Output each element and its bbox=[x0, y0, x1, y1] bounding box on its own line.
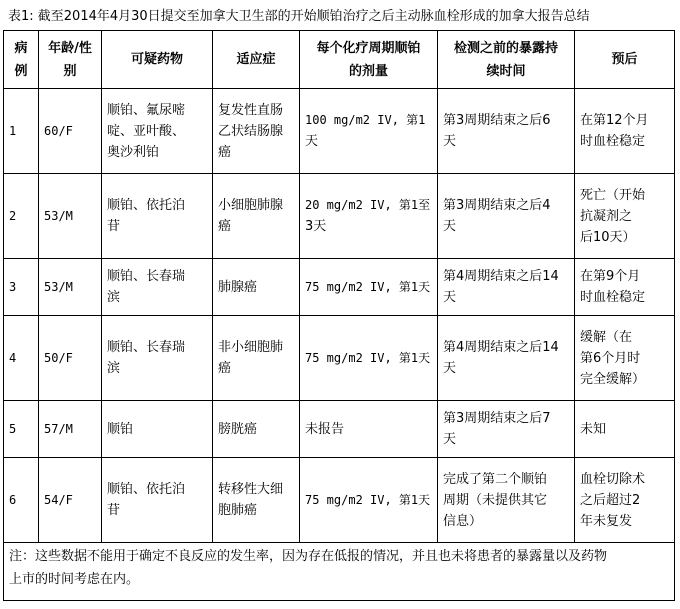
cell-drugs: 顺铂、长春瑞 滨 bbox=[102, 259, 213, 316]
cell-drugs: 顺铂 bbox=[102, 401, 213, 458]
cell-dose: 20 mg/m2 IV, 第1至 3天 bbox=[300, 174, 438, 259]
cell-case: 6 bbox=[4, 458, 39, 543]
cell-exposure: 第4周期结束之后14 天 bbox=[438, 259, 575, 316]
cell-indication: 转移性大细 胞肺癌 bbox=[213, 458, 300, 543]
cell-age-sex: 53/M bbox=[39, 259, 102, 316]
cell-case: 2 bbox=[4, 174, 39, 259]
table-row bbox=[4, 316, 675, 401]
header-row bbox=[4, 31, 675, 89]
cell-dose: 100 mg/m2 IV, 第1 天 bbox=[300, 89, 438, 174]
table-row bbox=[4, 401, 675, 458]
header-indication: 适应症 bbox=[213, 31, 300, 89]
cell-indication: 膀胱癌 bbox=[213, 401, 300, 458]
cell-age-sex: 50/F bbox=[39, 316, 102, 401]
cell-drugs: 顺铂、氟尿嘧 啶、亚叶酸、 奥沙利铂 bbox=[102, 89, 213, 174]
cell-dose: 75 mg/m2 IV, 第1天 bbox=[300, 458, 438, 543]
cell-outcome: 在第12个月 时血栓稳定 bbox=[575, 89, 675, 174]
aortic-thrombosis-table bbox=[3, 30, 675, 601]
cell-dose: 75 mg/m2 IV, 第1天 bbox=[300, 259, 438, 316]
cell-exposure: 第3周期结束之后7 天 bbox=[438, 401, 575, 458]
table-row bbox=[4, 89, 675, 174]
cell-case: 3 bbox=[4, 259, 39, 316]
cell-exposure: 第4周期结束之后14 天 bbox=[438, 316, 575, 401]
header-exposure: 检测之前的暴露持 续时间 bbox=[438, 31, 575, 89]
header-suspect-drugs: 可疑药物 bbox=[102, 31, 213, 89]
cell-indication: 非小细胞肺 癌 bbox=[213, 316, 300, 401]
cell-case: 4 bbox=[4, 316, 39, 401]
table-row bbox=[4, 259, 675, 316]
cell-outcome: 缓解（在 第6个月时 完全缓解） bbox=[575, 316, 675, 401]
table-row bbox=[4, 458, 675, 543]
cell-age-sex: 54/F bbox=[39, 458, 102, 543]
cell-indication: 复发性直肠 乙状结肠腺 癌 bbox=[213, 89, 300, 174]
header-age-sex: 年龄/性 别 bbox=[39, 31, 102, 89]
cell-outcome: 未知 bbox=[575, 401, 675, 458]
note-row bbox=[4, 543, 675, 601]
header-outcome: 预后 bbox=[575, 31, 675, 89]
cell-exposure: 完成了第二个顺铂 周期（未提供其它 信息） bbox=[438, 458, 575, 543]
cell-age-sex: 57/M bbox=[39, 401, 102, 458]
cell-drugs: 顺铂、依托泊 苷 bbox=[102, 458, 213, 543]
table-caption: 表1: 截至2014年4月30日提交至加拿大卫生部的开始顺铂治疗之后主动脉血栓形成的加拿大报告总结 bbox=[8, 9, 590, 24]
cell-age-sex: 60/F bbox=[39, 89, 102, 174]
cell-dose: 未报告 bbox=[300, 401, 438, 458]
header-dose: 每个化疗周期顺铂 的剂量 bbox=[300, 31, 438, 89]
cell-case: 1 bbox=[4, 89, 39, 174]
table-row bbox=[4, 174, 675, 259]
cell-outcome: 死亡（开始 抗凝剂之 后10天） bbox=[575, 174, 675, 259]
cell-age-sex: 53/M bbox=[39, 174, 102, 259]
cell-dose: 75 mg/m2 IV, 第1天 bbox=[300, 316, 438, 401]
cell-indication: 小细胞肺腺 癌 bbox=[213, 174, 300, 259]
cell-outcome: 血栓切除术 之后超过2 年未复发 bbox=[575, 458, 675, 543]
cell-case: 5 bbox=[4, 401, 39, 458]
cell-drugs: 顺铂、长春瑞 滨 bbox=[102, 316, 213, 401]
cell-drugs: 顺铂、依托泊 苷 bbox=[102, 174, 213, 259]
cell-exposure: 第3周期结束之后6 天 bbox=[438, 89, 575, 174]
table-note: 注：这些数据不能用于确定不良反应的发生率，因为存在低报的情况，并且也未将患者的暴露量以及药物 上市的时间考虑在内。 bbox=[4, 543, 675, 601]
header-case: 病 例 bbox=[4, 31, 39, 89]
cell-exposure: 第3周期结束之后4 天 bbox=[438, 174, 575, 259]
cell-indication: 肺腺癌 bbox=[213, 259, 300, 316]
cell-outcome: 在第9个月 时血栓稳定 bbox=[575, 259, 675, 316]
